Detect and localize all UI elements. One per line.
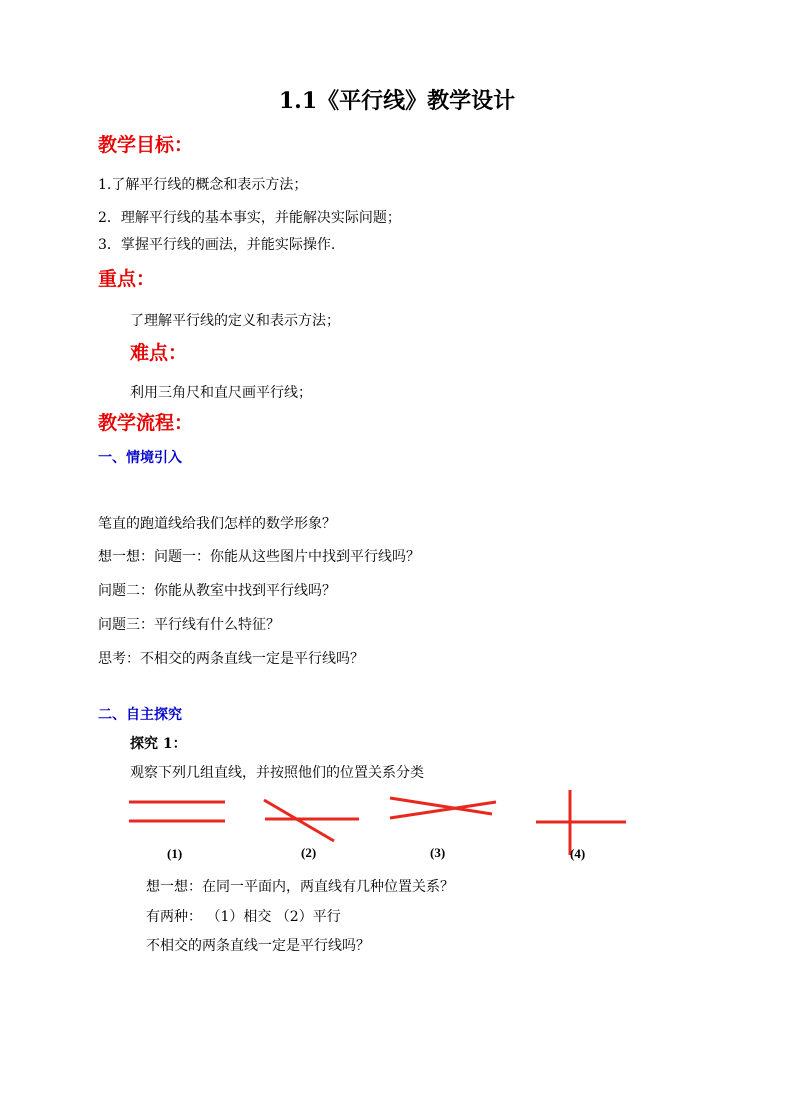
objective-item-1: 1.了解平行线的概念和表示方法； <box>98 177 308 193</box>
section1-line-2: 想一想：问题一：你能从这些图片中找到平行线吗？ <box>98 549 420 565</box>
key-point-heading: 重点： <box>98 268 156 290</box>
section1-line-4: 问题三：平行线有什么特征？ <box>98 617 280 633</box>
figure-2-line-a <box>264 800 334 841</box>
section2-line-3: 不相交的两条直线一定是平行线吗？ <box>146 938 370 954</box>
explore-instruction: 观察下列几组直线，并按照他们的位置关系分类 <box>130 765 424 781</box>
section1-line-1: 笔直的跑道线给我们怎样的数学形象？ <box>98 516 336 532</box>
key-point-text: 了理解平行线的定义和表示方法； <box>130 313 340 329</box>
page-title: 1.1《平行线》教学设计 <box>278 88 516 114</box>
figure-1-label: (1) <box>167 846 183 861</box>
explore-label: 探究 1： <box>130 736 187 752</box>
difficulty-heading: 难点： <box>130 342 188 364</box>
difficulty-text: 利用三角尺和直尺画平行线； <box>130 385 312 401</box>
figure-3-intersecting-lines <box>390 798 496 818</box>
figure-1-parallel-lines <box>129 802 225 821</box>
process-heading: 教学流程： <box>98 412 194 434</box>
section2-line-1: 想一想：在同一平面内，两直线有几种位置关系？ <box>146 879 454 895</box>
section2-heading: 二、自主探究 <box>98 707 182 723</box>
section2-line-2: 有两种： （1）相交 （2）平行 <box>146 909 341 925</box>
objective-item-3: 3．掌握平行线的画法，并能实际操作. <box>98 237 336 253</box>
figure-3-label: (3) <box>430 845 446 860</box>
figure-3-line-b <box>390 802 496 818</box>
section1-line-5: 思考：不相交的两条直线一定是平行线吗？ <box>98 651 364 667</box>
figure-3-line-a <box>390 798 492 814</box>
section1-heading: 一、情境引入 <box>98 450 182 466</box>
figure-2-intersecting-lines <box>264 800 359 841</box>
objective-item-2: 2．理解平行线的基本事实，并能解决实际问题； <box>98 210 401 226</box>
figure-4-label: (4) <box>570 846 586 861</box>
objectives-heading: 教学目标： <box>98 134 194 156</box>
section1-line-3: 问题二：你能从教室中找到平行线吗？ <box>98 583 336 599</box>
figure-2-label: (2) <box>301 845 317 860</box>
